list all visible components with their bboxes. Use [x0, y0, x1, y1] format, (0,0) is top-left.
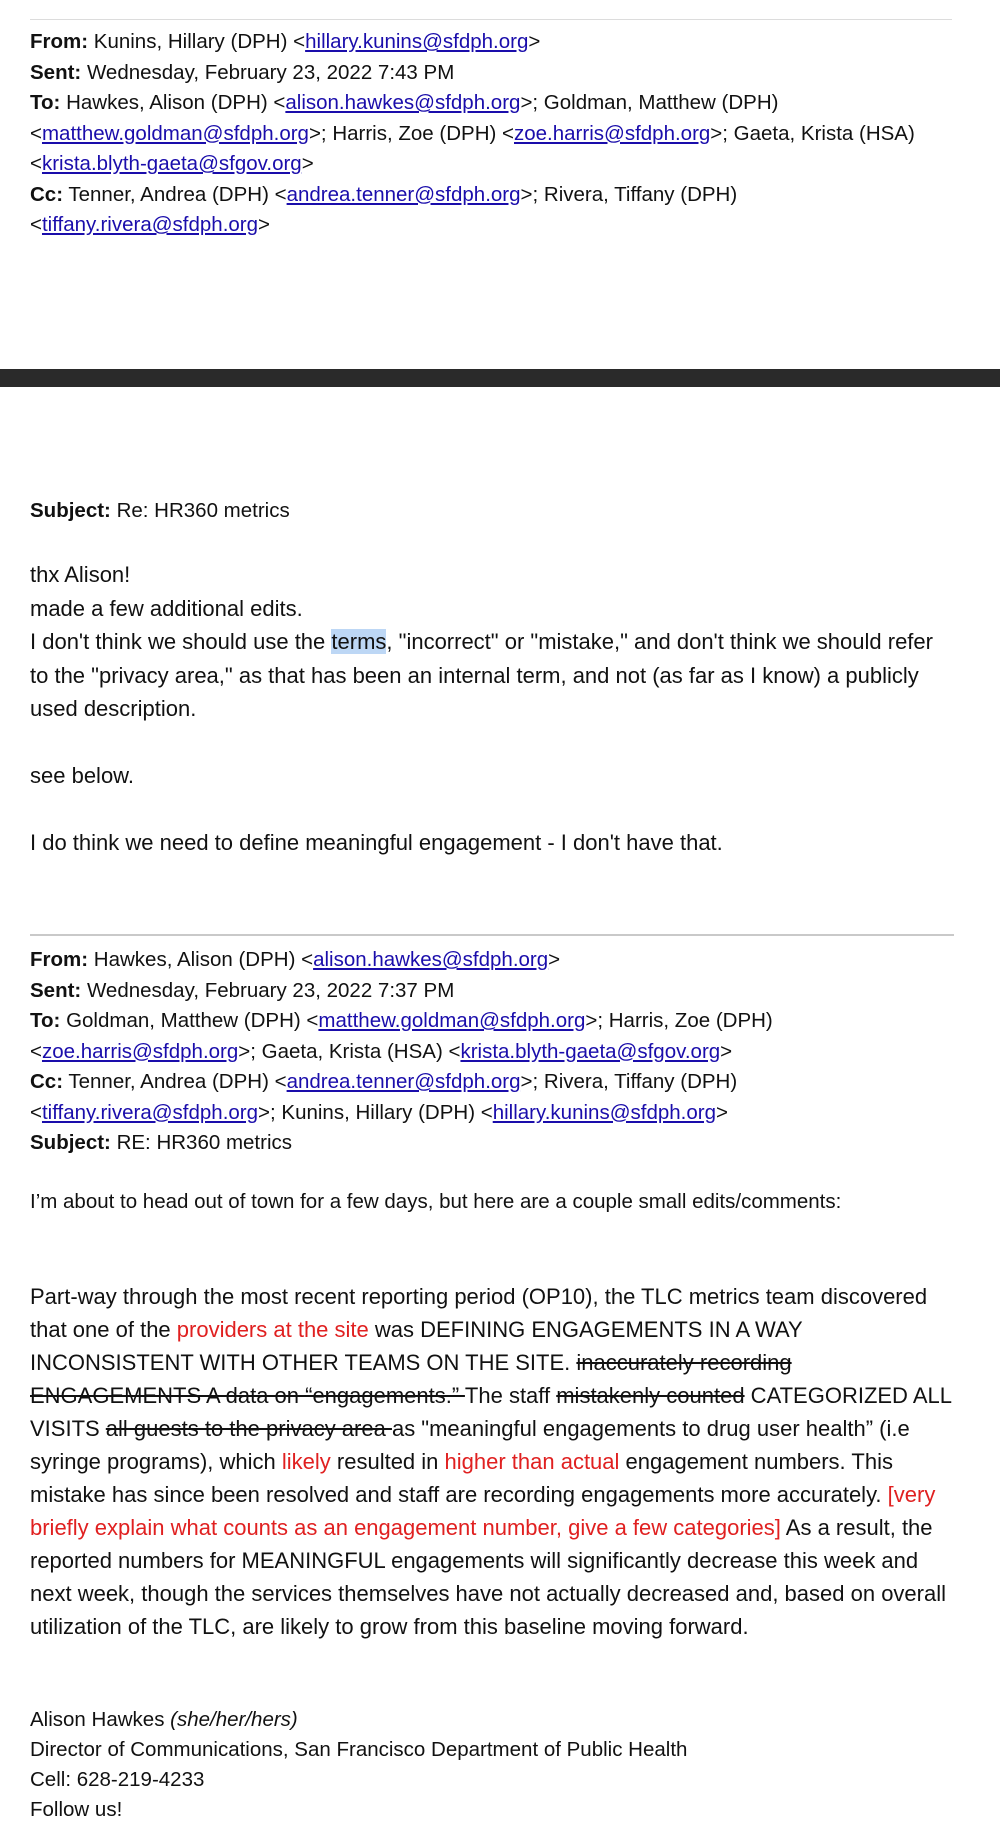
email1-body [30, 558, 940, 860]
body-line: see below. [30, 763, 134, 788]
to-email-link[interactable]: zoe.harris@sfdph.org [514, 121, 711, 145]
body-text: I don't think we should use the [30, 629, 332, 654]
from-email-link[interactable]: alison.hawkes@sfdph.org [313, 948, 549, 971]
signature-title: Director of Communications, San Francisco Department of Public Health [30, 1738, 688, 1761]
body-text: as "meaningful engagements to drug user health” (i.e syringe programs), which [30, 1416, 910, 1474]
subject-value: RE: HR360 metrics [116, 1131, 293, 1154]
email2-subject-line [30, 1128, 970, 1159]
to-name: Hawkes, Alison (DPH) < [66, 91, 286, 114]
struck-text: all guests to the privacy area [105, 1416, 392, 1441]
signature-block [30, 1705, 687, 1825]
email1-from-line: From: Kunins, Hillary (DPH) <hillary.kunins@sfdph.org> [30, 30, 541, 53]
page-break-bar [0, 369, 1000, 387]
email2-intro: I’m about to head out of town for a few days, but here are a couple small edits/comments: [30, 1190, 842, 1213]
email2-sent-line [30, 976, 970, 1007]
from-label: From: [30, 948, 89, 971]
body-line: thx Alison! [30, 562, 131, 587]
cc-name: >; Rivera, Tiffany (DPH) [520, 1070, 738, 1093]
signature-name: Alison Hawkes [30, 1708, 171, 1731]
body-text: , "incorrect" or "mistake," and don't think we should refer to the "privacy area," as that has been an internal term, and not (as far as I know) a publicly used description. [30, 629, 933, 721]
from-label: From: [30, 30, 89, 53]
to-email-link[interactable]: matthew.goldman@sfdph.org [318, 1009, 586, 1032]
subject-value: Re: HR360 metrics [116, 499, 290, 522]
cc-name: Tenner, Andrea (DPH) < [68, 1070, 287, 1093]
subject-label: Subject: [30, 499, 111, 522]
body-paragraph [30, 625, 940, 726]
top-divider [30, 19, 952, 20]
email1-to-line: To: Hawkes, Alison (DPH) <alison.hawkes@sfdph.org>; Goldman, Matthew (DPH) <matthew.goldman@sfdph.org>; Harris, Zoe (DPH) <zoe.harris@sfdph.org>; Gaeta, Krista (HSA) <krista.blyth-gaeta@sfgov.org> [30, 91, 915, 175]
to-name: >; Harris, Zoe (DPH) < [308, 121, 514, 145]
cc-label: Cc: [30, 182, 64, 206]
sent-label: Sent: [30, 60, 82, 84]
sent-value: Wednesday, February 23, 2022 7:43 PM [86, 60, 455, 84]
body-line: made a few additional edits. [30, 595, 303, 621]
to-email-link[interactable]: matthew.goldman@sfdph.org [41, 121, 309, 145]
to-email-link[interactable]: krista.blyth-gaeta@sfgov.org [460, 1039, 721, 1063]
cc-email-link[interactable]: tiffany.rivera@sfdph.org [41, 213, 259, 236]
cc-email-link[interactable]: tiffany.rivera@sfdph.org [41, 1100, 259, 1124]
body-text: Part-way through the most recent reporting period (OP10), the TLC metrics team discovered that one of the [30, 1284, 928, 1342]
body-text: As a result, the reported numbers for MEANINGFUL engagements will significantly decrease this week and next week, though the services themselves have not actually decreased and, based on overall utilization of the TLC, are likely to grow from this baseline moving forward. [30, 1515, 946, 1639]
email1-cc-line: Cc: Tenner, Andrea (DPH) <andrea.tenner@sfdph.org>; Rivera, Tiffany (DPH) <tiffany.rivera@sfdph.org> [30, 182, 738, 236]
cc-label: Cc: [30, 1070, 64, 1093]
body-text: The staff [464, 1383, 557, 1408]
to-name: >; Gaeta, Krista (HSA) < [238, 1039, 461, 1063]
sent-label: Sent: [30, 978, 82, 1002]
blank-line [30, 726, 940, 760]
highlighted-word: terms [331, 629, 387, 654]
email1-subject-line [30, 496, 290, 526]
from-email-link[interactable]: hillary.kunins@sfdph.org [305, 30, 529, 53]
cc-name: Tenner, Andrea (DPH) < [68, 182, 287, 206]
body-text: was DEFINING ENGAGEMENTS IN A WAY INCONSISTENT WITH OTHER TEAMS ON THE SITE. [30, 1317, 803, 1375]
email2-to-line: To: Goldman, Matthew (DPH) <matthew.goldman@sfdph.org>; Harris, Zoe (DPH) <zoe.harris@sfdph.org>; Gaeta, Krista (HSA) <krista.blyth-gaeta@sfgov.org> [30, 1009, 773, 1063]
to-email-link[interactable]: krista.blyth-gaeta@sfgov.org [41, 152, 302, 175]
from-name: Kunins, Hillary (DPH) < [93, 30, 306, 53]
sent-value: Wednesday, February 23, 2022 7:37 PM [86, 978, 455, 1002]
quoted-email-divider [30, 934, 954, 936]
to-name: >; Goldman, Matthew (DPH) [520, 91, 779, 114]
from-name: Hawkes, Alison (DPH) < [93, 948, 314, 971]
cc-name: >; Rivera, Tiffany (DPH) [520, 182, 738, 206]
cc-email-link[interactable]: andrea.tenner@sfdph.org [286, 1070, 521, 1093]
red-comment-text: [very briefly explain what counts as an engagement number, give a few categories] [30, 1482, 936, 1540]
red-edit-text: higher than actual [444, 1449, 620, 1474]
email2-cc-line: Cc: Tenner, Andrea (DPH) <andrea.tenner@sfdph.org>; Rivera, Tiffany (DPH) <tiffany.rivera@sfdph.org>; Kunins, Hillary (DPH) <hillary.kunins@sfdph.org> [30, 1070, 738, 1124]
body-text: CATEGORIZED ALL VISITS [30, 1383, 952, 1441]
email2-body-paragraph [30, 1280, 960, 1643]
signature-follow: Follow us! [30, 1798, 123, 1821]
email2-header [30, 945, 970, 1159]
cc-email-link[interactable]: hillary.kunins@sfdph.org [492, 1100, 716, 1124]
body-text: engagement numbers. This mistake has since been resolved and staff are recording engagements more accurately. [30, 1449, 893, 1507]
red-edit-text: providers at the site [176, 1317, 369, 1342]
to-label: To: [30, 91, 61, 114]
email2-from-line: From: Hawkes, Alison (DPH) <alison.hawkes@sfdph.org> [30, 948, 561, 971]
to-email-link[interactable]: alison.hawkes@sfdph.org [285, 91, 521, 114]
blank-line [30, 793, 940, 827]
to-name: >; Harris, Zoe (DPH) [585, 1009, 773, 1032]
body-text: resulted in [330, 1449, 445, 1474]
signature-cell: Cell: 628-219-4233 [30, 1768, 205, 1791]
signature-pronouns: (she/her/hers) [170, 1708, 298, 1731]
signature-name-line [30, 1705, 687, 1735]
email1-sent-line [30, 58, 970, 89]
subject-label: Subject: [30, 1131, 111, 1154]
to-label: To: [30, 1009, 61, 1032]
body-line: I do think we need to define meaningful engagement - I don't have that. [30, 830, 723, 855]
cc-email-link[interactable]: andrea.tenner@sfdph.org [286, 182, 521, 206]
email1-header [30, 27, 970, 241]
red-edit-text: likely [281, 1449, 331, 1474]
to-email-link[interactable]: zoe.harris@sfdph.org [41, 1039, 239, 1063]
cc-name: >; Kunins, Hillary (DPH) < [258, 1100, 493, 1124]
to-name: Goldman, Matthew (DPH) < [66, 1009, 319, 1032]
struck-text: mistakenly counted [556, 1383, 745, 1408]
struck-text: inaccurately recording ENGAGEMENTS A data on “engagements.” [30, 1350, 792, 1408]
to-name: >; Gaeta, Krista (HSA) [710, 121, 915, 145]
